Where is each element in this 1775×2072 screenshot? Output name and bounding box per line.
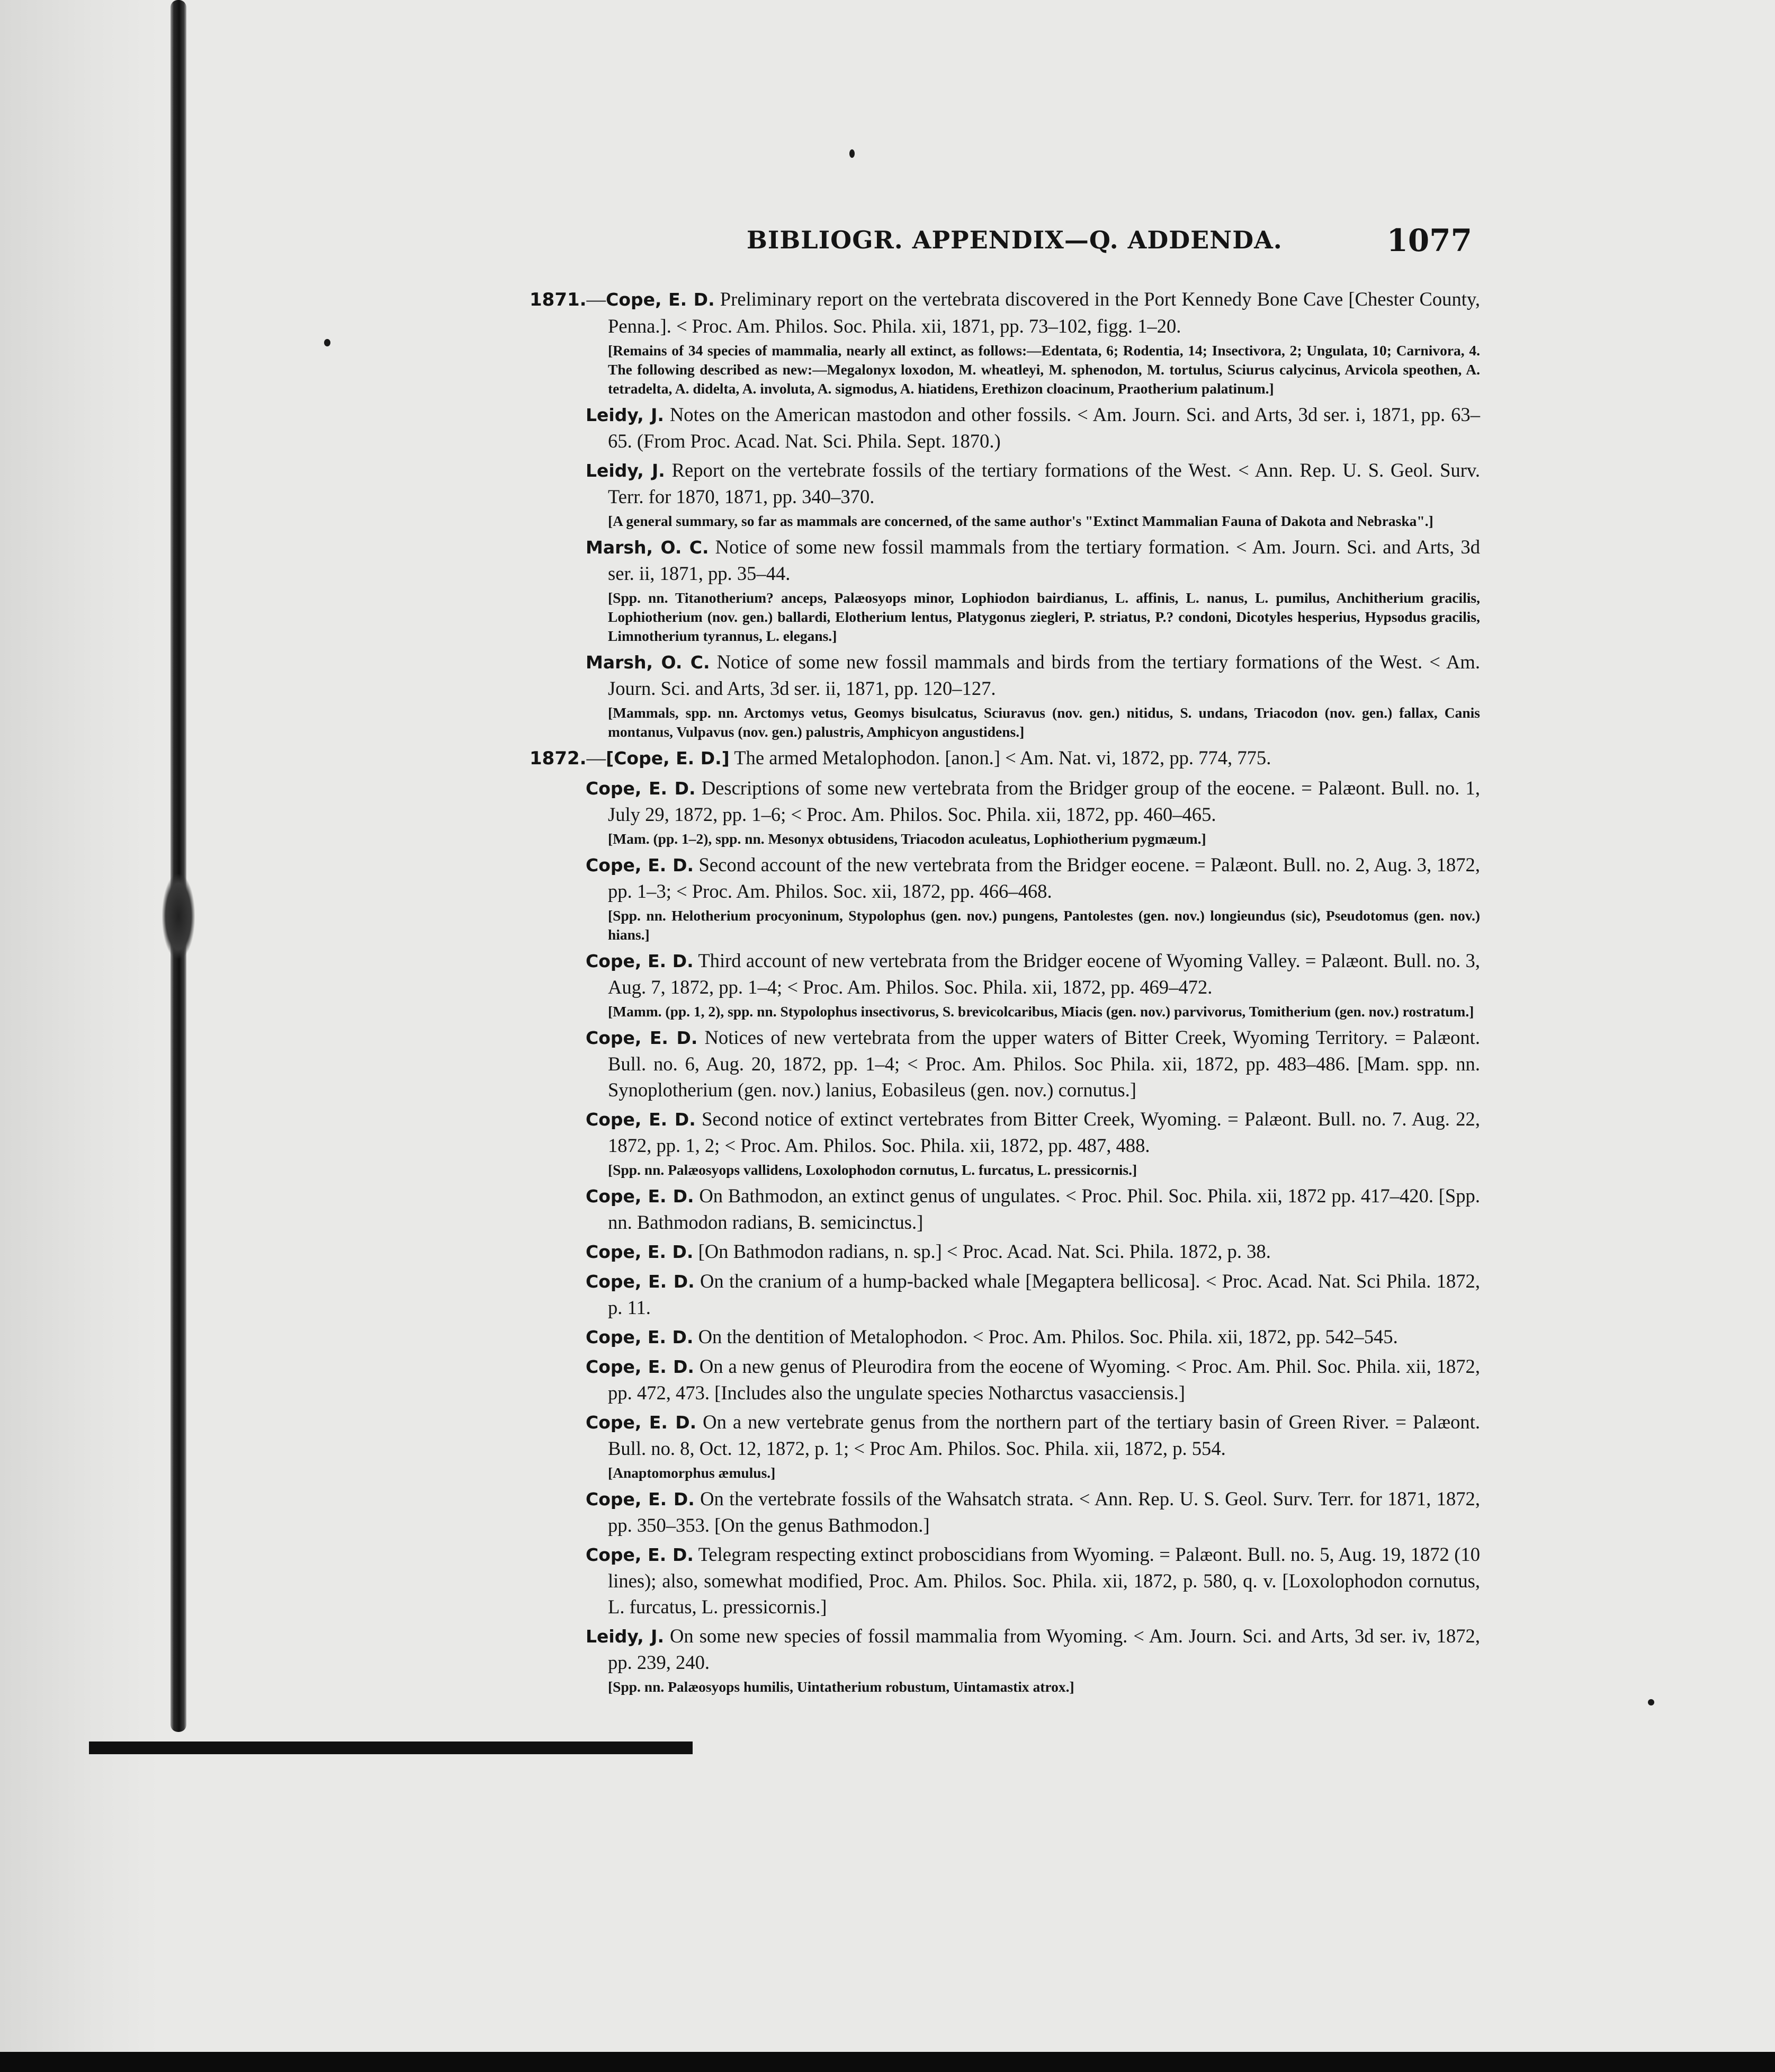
bibliography-entry bbox=[530, 1324, 1480, 1350]
entry-text: On Bathmodon, an extinct genus of ungulates. < Proc. Phil. Soc. Phila. xii, 1872 pp. 417–420. [Spp. nn. Bathmodon radians, B. semicinctus.] bbox=[608, 1185, 1480, 1233]
entry-text: [On Bathmodon radians, n. sp.] < Proc. Acad. Nat. Sci. Phila. 1872, p. 38. bbox=[698, 1240, 1271, 1262]
page-number: 1077 bbox=[1386, 222, 1472, 258]
entry-author: Cope, E. D. bbox=[586, 1489, 695, 1510]
bibliography-entry: 1871.—Cope, E. D. Preliminary report on the vertebrata discovered in the Port Kennedy Bone Cave [Chester County, Penna.]. < Proc. Am. Philos. Soc. Phila. xii, 1871, pp. 73–102, figg. 1–20. [Remains of 34 species of mammalia, nearly all extinct, as follows:—Edentata, 6; Rodentia, 14; Insectivora, 2; Ungulata, 10; Carnivora, 4. The following described as new:—Megalonyx loxodon, M. wheatleyi, M. sphenodon, M. tortulus, Sciurus calycinus, Arvicola speothen, A. tetradelta, A. didelta, A. involuta, A. sigmodus, A. hiatidens, Erethizon cloacinum, Praotherium palatinum.] bbox=[530, 286, 1480, 398]
entry-text: Third account of new vertebrata from the Bridger eocene of Wyoming Valley. = Palæont. Bull. no. 3, Aug. 7, 1872, pp. 1–4; < Proc. Am. Philos. Soc. Phila. xii, 1872, pp. 469–472. bbox=[608, 950, 1480, 998]
bibliography-entry bbox=[530, 1623, 1480, 1696]
entry-text: On the vertebrate fossils of the Wahsatch strata. < Ann. Rep. U. S. Geol. Surv. Terr. for 1871, 1872, pp. 350–353. [On the genus Bathmodon.] bbox=[608, 1488, 1480, 1536]
binding-clasp bbox=[162, 874, 195, 959]
entry-note: [Mamm. (pp. 1, 2), spp. nn. Stypolophus insectivorus, S. brevicolcaribus, Miacis (gen. nov.) parvivorus, Tomitherium (gen. nov.) rostratum.] bbox=[608, 1003, 1474, 1020]
entry-author: Leidy, J. bbox=[586, 460, 665, 481]
bibliography-entry bbox=[530, 1024, 1480, 1103]
entry-author: Leidy, J. bbox=[586, 405, 664, 425]
entry-note: [A general summary, so far as mammals are concerned, of the same author's "Extinct Mammalian Fauna of Dakota and Nebraska".] bbox=[608, 513, 1433, 529]
entry-author: Leidy, J. bbox=[586, 1626, 664, 1647]
entry-text: On a new genus of Pleurodira from the eocene of Wyoming. < Proc. Am. Phil. Soc. Phila. xii, 1872, pp. 472, 473. [Includes also the ungulate species Notharctus vasacciensis.] bbox=[608, 1355, 1480, 1404]
speck bbox=[324, 339, 330, 346]
year-block-1871 bbox=[530, 286, 1480, 742]
entry-year: 1871. bbox=[530, 289, 587, 310]
bibliography-entry bbox=[530, 1238, 1480, 1265]
entry-text: Notices of new vertebrata from the upper waters of Bitter Creek, Wyoming Territory. = Palæont. Bull. no. 6, Aug. 20, 1872, pp. 1–4; < Proc. Am. Philos. Soc Phila. xii, 1872, pp. 483–486. [Mam. spp. nn. Synoplotherium (gen. nov.) lanius, Eobasileus (gen. nov.) cornutus.] bbox=[608, 1026, 1480, 1101]
speck bbox=[849, 149, 855, 158]
bibliography-entry: 1872.—[Cope, E. D.] The armed Metalophodon. [anon.] < Am. Nat. vi, 1872, pp. 774, 775. bbox=[530, 747, 1271, 769]
bibliography-entry bbox=[530, 775, 1480, 849]
bottom-edge-band bbox=[0, 2052, 1775, 2072]
entry-note: [Spp. nn. Titanotherium? anceps, Palæosyops minor, Lophiodon bairdianus, L. affinis, L. nanus, L. pumilus, Anchitherium gracilis, Lophiotherium (nov. gen.) ballardi, Elotherium lentus, Platygonus ziegleri, P. striatus, P.? condoni, Dicotyles hesperius, Hypsodus gracilis, Limnotherium tyrannus, L. elegans.] bbox=[608, 590, 1480, 644]
entry-note: [Remains of 34 species of mammalia, nearly all extinct, as follows:—Edentata, 6; Rodentia, 14; Insectivora, 2; Ungulata, 10; Carnivora, 4. The following described as new:—Megalonyx loxodon, M. wheatleyi, M. sphenodon, M. tortulus, Sciurus calycinus, Arvicola speothen, A. tetradelta, A. didelta, A. involuta, A. sigmodus, A. hiatidens, Erethizon cloacinum, Praotherium palatinum.] bbox=[608, 342, 1480, 397]
entry-author: Cope, E. D. bbox=[586, 855, 694, 876]
entry-author: Cope, E. D. bbox=[586, 1271, 695, 1292]
bibliography-entry bbox=[530, 457, 1480, 531]
entry-author: Marsh, O. C. bbox=[586, 537, 709, 558]
bibliography-entry bbox=[530, 1106, 1480, 1180]
entry-text: On the cranium of a hump-backed whale [Megaptera bellicosa]. < Proc. Acad. Nat. Sci Phila. 1872, p. 11. bbox=[608, 1270, 1480, 1318]
entry-author: Marsh, O. C. bbox=[586, 652, 710, 673]
bibliography-entry bbox=[530, 534, 1480, 646]
entry-text: Descriptions of some new vertebrata from the Bridger group of the eocene. = Palæont. Bull. no. 1, July 29, 1872, pp. 1–6; < Proc. Am. Philos. Soc. Phila. xii, 1872, pp. 460–465. bbox=[608, 777, 1480, 825]
entry-text: On the dentition of Metalophodon. < Proc. Am. Philos. Soc. Phila. xii, 1872, pp. 542–545. bbox=[698, 1326, 1398, 1347]
entry-author: Cope, E. D. bbox=[586, 951, 694, 971]
entry-note: [Spp. nn. Palæosyops humilis, Uintatherium robustum, Uintamastix atrox.] bbox=[608, 1678, 1074, 1695]
scan-margin bbox=[0, 0, 159, 2072]
entry-author: Cope, E. D. bbox=[586, 1028, 698, 1048]
bibliography-entry bbox=[530, 401, 1480, 454]
entry-text: Notice of some new fossil mammals and birds from the tertiary formations of the West. < Am. Journ. Sci. and Arts, 3d ser. ii, 1871, pp. 120–127. bbox=[608, 651, 1480, 699]
entry-text: The armed Metalophodon. [anon.] < Am. Nat. vi, 1872, pp. 774, 775. bbox=[734, 747, 1271, 769]
speck bbox=[1648, 1699, 1654, 1705]
running-title: BIBLIOGR. APPENDIX—Q. ADDENDA. bbox=[747, 226, 1283, 254]
bibliography-entry bbox=[530, 1268, 1480, 1320]
bibliography-entry bbox=[530, 852, 1480, 944]
entry-author: Cope, E. D. bbox=[586, 1242, 694, 1262]
entry-author: Cope, E. D. bbox=[586, 1356, 694, 1377]
entry-text: Second account of the new vertebrata from the Bridger eocene. = Palæont. Bull. no. 2, Aug. 3, 1872, pp. 1–3; < Proc. Am. Philos. Soc. xii, 1872, pp. 466–468. bbox=[608, 854, 1480, 902]
bibliography-entry bbox=[530, 1353, 1480, 1406]
entry-note: [Spp. nn. Helotherium procyoninum, Stypolophus (gen. nov.) pungens, Pantolestes (gen. nov.) longieundus (sic), Pseudotomus (gen. nov.) hians.] bbox=[608, 907, 1480, 943]
entry-text: Second notice of extinct vertebrates from Bitter Creek, Wyoming. = Palæont. Bull. no. 7. Aug. 22, 1872, pp. 1, 2; < Proc. Am. Philos. Soc. Phila. xii, 1872, pp. 487, 488. bbox=[608, 1108, 1480, 1156]
entry-note: [Mam. (pp. 1–2), spp. nn. Mesonyx obtusidens, Triacodon aculeatus, Lophiotherium pygmæum.] bbox=[608, 830, 1206, 847]
entry-author: Cope, E. D. bbox=[586, 1327, 694, 1347]
entry-text: Notice of some new fossil mammals from the tertiary formation. < Am. Journ. Sci. and Arts, 3d ser. ii, 1871, pp. 35–44. bbox=[608, 536, 1480, 584]
entry-author: Cope, E. D. bbox=[586, 1186, 694, 1207]
bottom-rule bbox=[89, 1741, 693, 1754]
bibliography-entry bbox=[530, 1183, 1480, 1235]
entry-text: Telegram respecting extinct proboscidians from Wyoming. = Palæont. Bull. no. 5, Aug. 19, 1872 (10 lines); also, somewhat modified, Proc. Am. Philos. Soc. Phila. xii, 1872, p. 580, q. v. [Loxolophodon cornutus, L. furcatus, L. pressicornis.] bbox=[608, 1543, 1480, 1618]
entry-note: [Spp. nn. Palæosyops vallidens, Loxolophodon cornutus, L. furcatus, L. pressicornis.] bbox=[608, 1162, 1137, 1178]
bibliography-entry bbox=[530, 1409, 1480, 1482]
year-block-1872 bbox=[530, 745, 1480, 1696]
entry-text: Notes on the American mastodon and other fossils. < Am. Journ. Sci. and Arts, 3d ser. i, 1871, pp. 63–65. (From Proc. Acad. Nat. Sci. Phila. Sept. 1870.) bbox=[608, 404, 1480, 452]
entry-author: [Cope, E. D.] bbox=[606, 748, 730, 769]
bibliography-entry bbox=[530, 649, 1480, 742]
bibliography-entry bbox=[530, 1486, 1480, 1538]
page-header bbox=[725, 222, 1477, 265]
entry-author: Cope, E. D. bbox=[586, 1109, 696, 1130]
entry-note: [Mammals, spp. nn. Arctomys vetus, Geomys bisulcatus, Sciuravus (nov. gen.) nitidus, S. undans, Triacodon (nov. gen.) fallax, Canis montanus, Vulpavus (nov. gen.) palustris, Amphicyon angustidens.] bbox=[608, 704, 1480, 740]
entry-text: On a new vertebrate genus from the northern part of the tertiary basin of Green River. = Palæont. Bull. no. 8, Oct. 12, 1872, p. 1; < Proc Am. Philos. Soc. Phila. xii, 1872, p. 554. bbox=[608, 1411, 1481, 1459]
entry-note: [Anaptomorphus æmulus.] bbox=[608, 1464, 776, 1481]
entry-author: Cope, E. D. bbox=[586, 1412, 697, 1433]
bibliography-entry bbox=[530, 948, 1480, 1021]
entry-text: Preliminary report on the vertebrata discovered in the Port Kennedy Bone Cave [Chester County, Penna.]. < Proc. Am. Philos. Soc. Phila. xii, 1871, pp. 73–102, figg. 1–20. bbox=[608, 288, 1480, 337]
entry-text: On some new species of fossil mammalia from Wyoming. < Am. Journ. Sci. and Arts, 3d ser. iv, 1872, pp. 239, 240. bbox=[608, 1625, 1480, 1673]
bibliography-content bbox=[530, 286, 1480, 1700]
entry-author: Cope, E. D. bbox=[606, 289, 715, 310]
entry-author: Cope, E. D. bbox=[586, 1544, 694, 1565]
entry-year: 1872. bbox=[530, 748, 587, 769]
binding-line bbox=[171, 0, 186, 1732]
entry-text: Report on the vertebrate fossils of the tertiary formations of the West. < Ann. Rep. U. S. Geol. Surv. Terr. for 1870, 1871, pp. 340–370. bbox=[608, 459, 1480, 507]
bibliography-entry bbox=[530, 1541, 1480, 1620]
entry-author: Cope, E. D. bbox=[586, 778, 696, 799]
